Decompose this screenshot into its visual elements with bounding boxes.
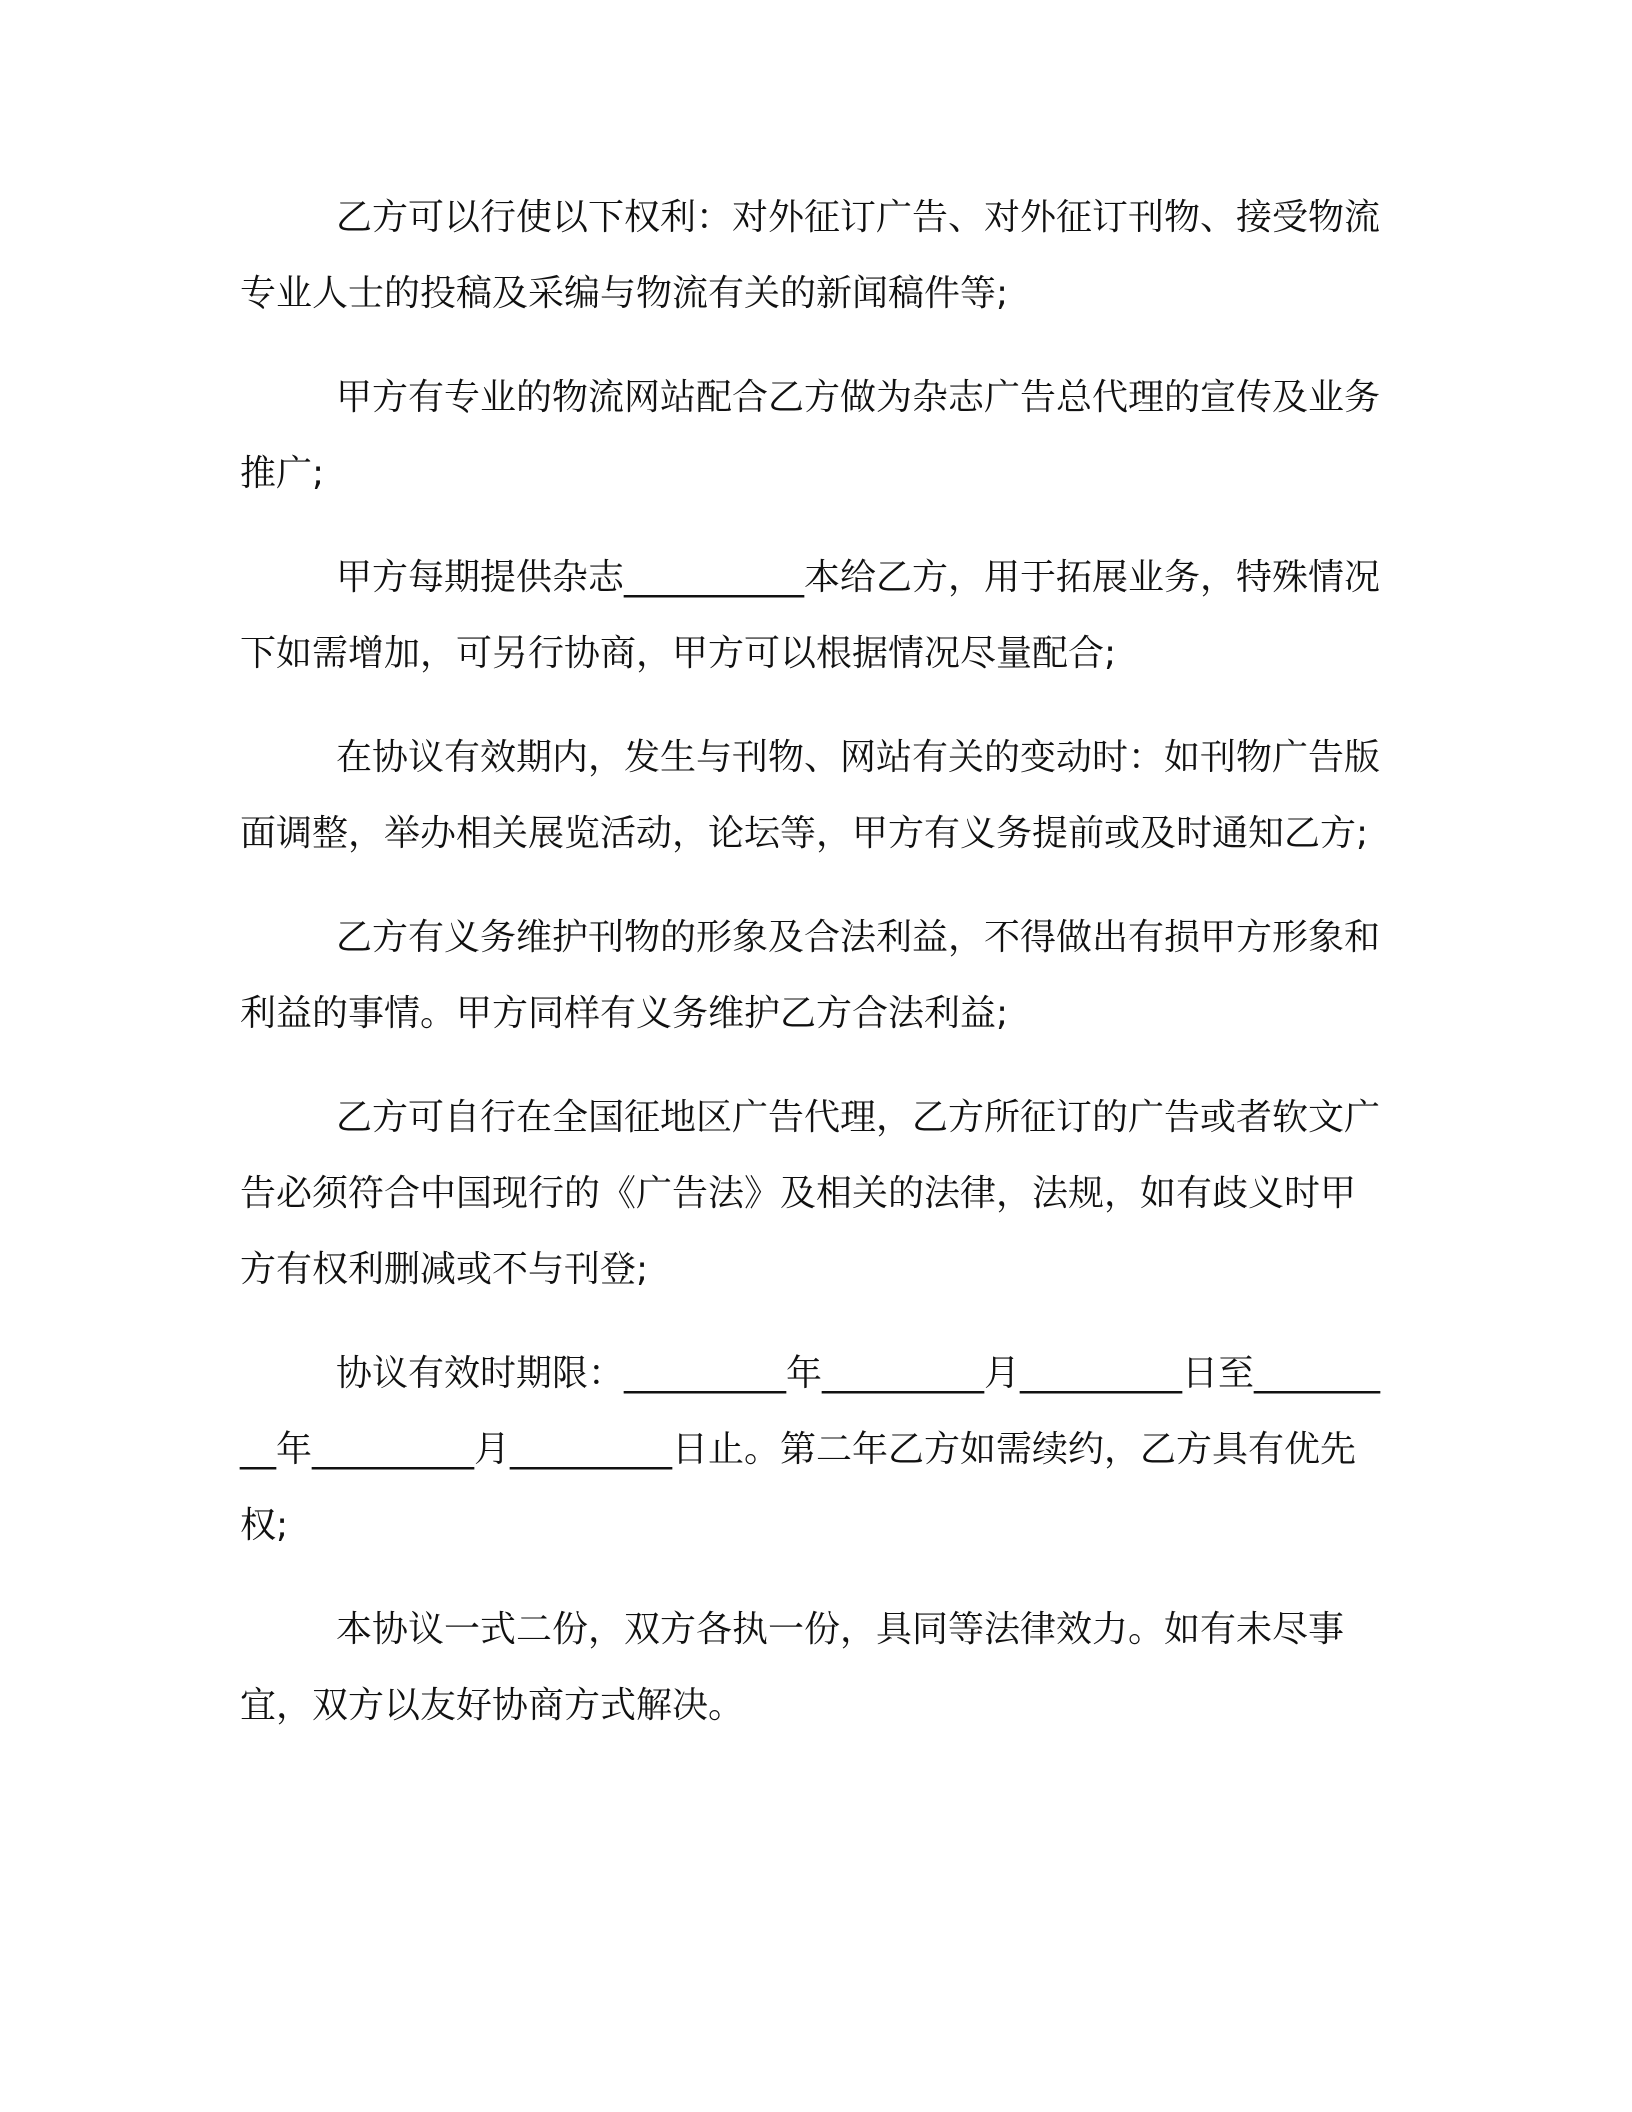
paragraph-magazine-supply: 甲方每期提供杂志__________本给乙方，用于拓展业务，特殊情况下如需增加，可另行协商，甲方可以根据情况尽量配合; (240, 557, 1381, 674)
paragraph-advertising-law: 乙方可自行在全国征地区广告代理，乙方所征订的广告或者软文广告必须符合中国现行的《广告法》及相关的法律，法规，如有歧义时甲方有权利删减或不与刊登; (240, 1097, 1381, 1290)
paragraph-promotion: 甲方有专业的物流网站配合乙方做为杂志广告总代理的宣传及业务推广; (240, 377, 1381, 494)
paragraph-copies: 本协议一式二份，双方各执一份，具同等法律效力。如有未尽事宜，双方以友好协商方式解决。 (240, 1609, 1345, 1726)
paragraph-image-protection: 乙方有义务维护刊物的形象及合法利益，不得做出有损甲方形象和利益的事情。甲方同样有义务维护乙方合法利益; (240, 917, 1381, 1034)
paragraph-change-notice: 在协议有效期内，发生与刊物、网站有关的变动时：如刊物广告版面调整，举办相关展览活动，论坛等，甲方有义务提前或及时通知乙方; (240, 737, 1381, 854)
paragraph-term: 协议有效时期限：_________年_________月_________日至_________年_________月_________日止。第二年乙方如需续约，乙方具有优先权; (240, 1353, 1381, 1546)
document-body (240, 180, 1380, 1772)
paragraph-rights: 乙方可以行使以下权利：对外征订广告、对外征订刊物、接受物流专业人士的投稿及采编与物流有关的新闻稿件等; (240, 197, 1381, 314)
